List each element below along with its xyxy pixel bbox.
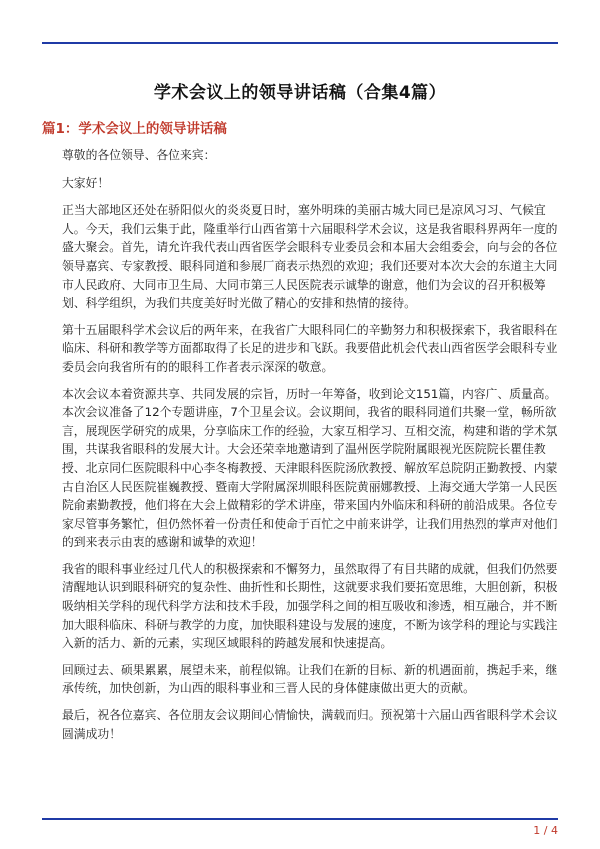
top-rule [42, 42, 558, 44]
paragraph-5: 回顾过去、硕果累累，展望未来，前程似锦。让我们在新的目标、新的机遇面前，携起手来，继承传统，加快创新，为山西的眼科事业和三晋人民的身体健康做出更大的贡献。 [62, 662, 558, 696]
document-title: 学术会议上的领导讲话稿（合集4篇） [153, 83, 447, 103]
salutation: 尊敬的各位领导、各位来宾： [62, 148, 216, 162]
greeting: 大家好！ [62, 175, 110, 190]
section-heading: 篇1：学术会议上的领导讲话稿 [42, 121, 227, 137]
page-number: 1 / 4 [533, 824, 558, 837]
paragraph-2: 第十五届眼科学术会议后的两年来，在我省广大眼科同仁的辛勤努力和积极探索下，我省眼科在临床、科研和教学等方面都取得了长足的进步和飞跃。我要借此机会代表山西省医学会眼科专业委员会向我省所有的的眼科工作者表示深深的敬意。 [62, 322, 558, 374]
bottom-rule [42, 818, 558, 820]
paragraph-4: 我省的眼科事业经过几代人的积极探索和不懈努力，虽然取得了有目共睹的成就，但我们仍然要清醒地认识到眼科研究的复杂性、曲折性和长期性，这就要求我们要拓宽思维，大胆创新，积极吸纳相关学科的现代科学方法和技术手段，加强学科之间的相互吸收和渗透，相互融合，并不断加大眼科临床、科研与教学的力度，加快眼科建设与发展的速度，不断为该学科的理论与实践注入新的活力、新的元素，实现区域眼科的跨越发展和快速提高。 [62, 561, 558, 651]
document-body [62, 146, 560, 751]
paragraph-1: 正当大部地区还处在骄阳似火的炎炎夏日时，塞外明珠的美丽古城大同已是凉风习习、气候宜人。今天，我们云集于此，隆重举行山西省第十六届眼科学术会议，这是我省眼科界两年一度的盛大聚会。首先，请允许我代表山西省医学会眼科专业委员会和本届大会组委会，向与会的各位领导嘉宾、专家教授、眼科同道和参展厂商表示热烈的欢迎；我们还要对本次大会的东道主大同市人民政府、大同市卫生局、大同市第三人民医院表示诚挚的谢意，他们为会议的召开积极筹划、科学组织，为我们共度美好时光做了精心的安排和热情的接待。 [62, 203, 558, 311]
paragraph-3: 本次会议本着资源共享、共同发展的宗旨，历时一年筹备，收到论文151篇，内容广、质量高。本次会议准备了12个专题讲座，7个卫星会议。会议期间，我省的眼科同道们共聚一堂，畅所欲言，展现医学研究的成果，分享临床工作的经验，大家互相学习、互相交流，构建和谐的学术氛围，共谋我省眼科的发展大计。大会还荣幸地邀请到了温州医学院附属眼视光医院院长瞿佳教授、北京同仁医院眼科中心李冬梅教授、天津眼科医院汤欣教授、解放军总院阴正勤教授、内蒙古自治区人民医院崔巍教授、暨南大学附属深圳眼科医院黄丽娜教授、上海交通大学第一人民医院俞素勤教授，他们将在大会上做精彩的学术讲座，带来国内外临床和科研的前沿成果。各位专家尽管事务繁忙，但仍然怀着一份责任和使命于百忙之中前来讲学，让我们用热烈的掌声对他们的到来表示由衷的感谢和诚挚的欢迎！ [62, 386, 558, 550]
paragraph-6: 最后，祝各位嘉宾、各位朋友会议期间心情愉快，满载而归。预祝第十六届山西省眼科学术会议圆满成功！ [62, 708, 558, 741]
